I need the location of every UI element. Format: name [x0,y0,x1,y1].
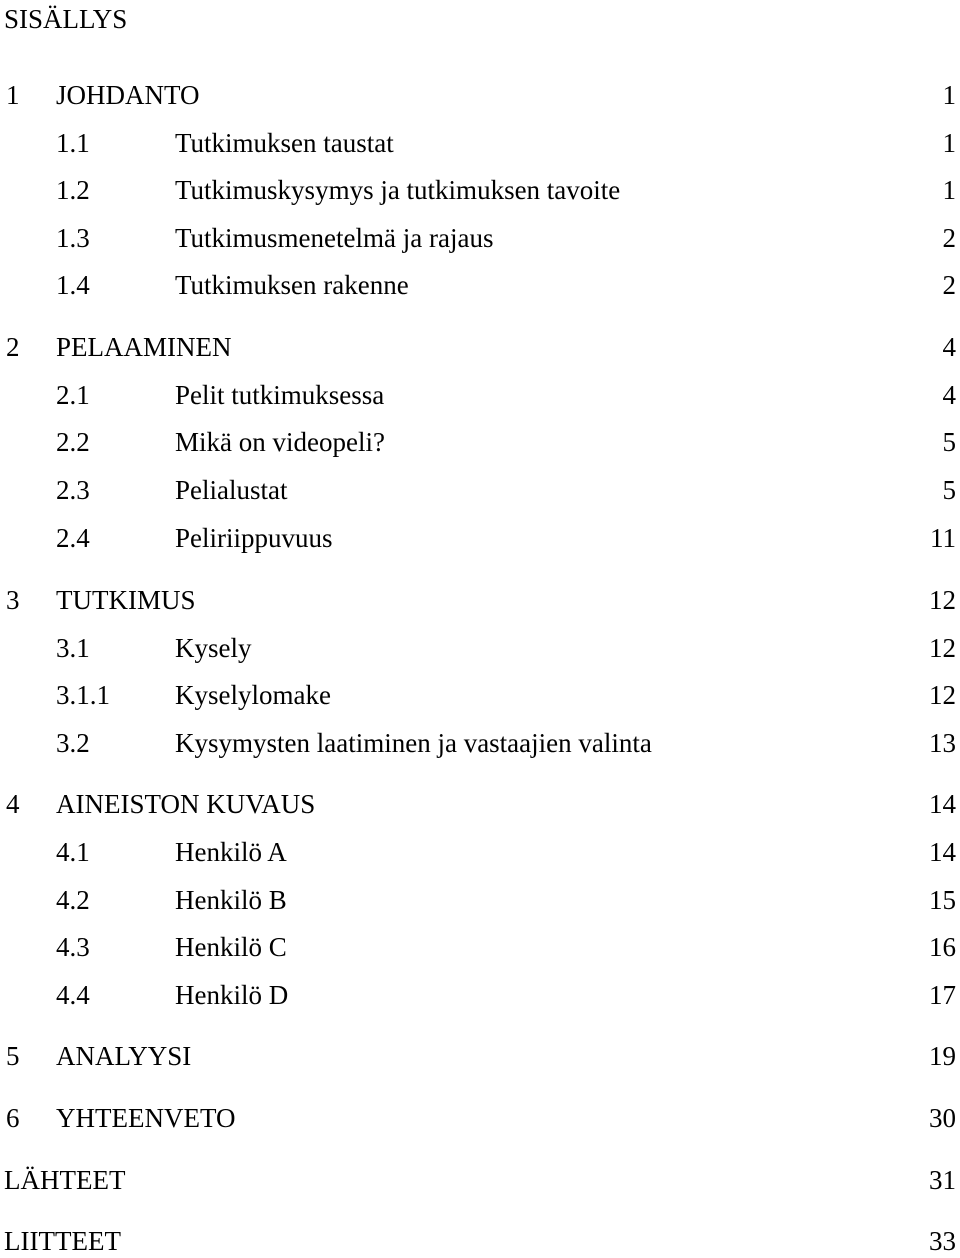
toc-entry-title: Tutkimusmenetelmä ja rajaus [175,223,494,253]
toc-entry-section[interactable] [0,473,960,507]
toc-entry-page: 11 [930,523,956,553]
toc-entry-number: 2 [6,332,20,362]
toc-entry-number: 6 [6,1103,20,1133]
toc-entry-number: 2.2 [56,427,90,457]
toc-entry-page: 33 [929,1226,956,1256]
toc-entry-section[interactable] [0,930,960,964]
toc-entry-page: 19 [929,1041,956,1071]
toc-entry-title: Pelit tutkimuksessa [175,380,385,410]
toc-entry-title: Tutkimuksen rakenne [175,270,409,300]
toc-entry-chapter[interactable] [0,78,960,112]
toc-entry-section[interactable] [0,126,960,160]
toc-entry-section[interactable] [0,883,960,917]
toc-entry-title: Mikä on videopeli? [175,427,385,457]
toc-entry-title: Henkilö D [175,980,289,1010]
toc-entry-number: 2.4 [56,523,90,553]
toc-entry-number: 5 [6,1041,20,1071]
toc-entry-page: 2 [942,270,956,300]
toc-entry-number: 3 [6,585,20,615]
toc-entry-subsection[interactable] [0,678,960,712]
toc-entry-title: YHTEENVETO [56,1103,236,1133]
toc-entry-page: 5 [942,475,956,505]
toc-entry-number: 4.3 [56,932,90,962]
toc-entry-title: ANALYYSI [56,1041,192,1071]
toc-entry-number: 4.1 [56,837,90,867]
toc-entry-number: 1.2 [56,175,90,205]
toc-entry-section[interactable] [0,378,960,412]
toc-entry-page: 2 [942,223,956,253]
toc-entry-number: 2.3 [56,475,90,505]
toc-entry-section[interactable] [0,221,960,255]
toc-entry-title: Henkilö B [175,885,287,915]
toc-entry-title: Tutkimuksen taustat [175,128,394,158]
toc-entry-number: 3.1.1 [56,680,110,710]
toc-entry-page: 1 [942,175,956,205]
toc-entry-chapter[interactable] [0,330,960,364]
toc-entry-section[interactable] [0,268,960,302]
toc-entry-title: PELAAMINEN [56,332,232,362]
toc-entry-page: 1 [942,128,956,158]
toc-entry-title: AINEISTON KUVAUS [56,789,316,819]
toc-entry-chapter[interactable] [0,787,960,821]
toc-entry-section[interactable] [0,425,960,459]
toc-entry-page: 1 [942,80,956,110]
toc-entry-number: 1.1 [56,128,90,158]
toc-entry-number: 4 [6,789,20,819]
toc-entry-number: 4.4 [56,980,90,1010]
toc-entry-chapter[interactable] [0,1101,960,1135]
toc-entry-title: Henkilö C [175,932,287,962]
toc-entry-page: 30 [929,1103,956,1133]
toc-entry-page: 17 [929,980,956,1010]
toc-entry-section[interactable] [0,521,960,555]
toc-entry-page: 14 [929,789,956,819]
toc-entry-title: Pelialustat [175,475,288,505]
toc-entry-number: 3.2 [56,728,90,758]
toc-entry-title: Kysely [175,633,252,663]
toc-entry-number: 4.2 [56,885,90,915]
toc-entry-number: 2.1 [56,380,90,410]
toc-entry-page: 12 [929,585,956,615]
toc-entry-section[interactable] [0,978,960,1012]
toc-entry-number: 1.4 [56,270,90,300]
toc-entry-references[interactable] [0,1163,960,1197]
toc-title: SISÄLLYS [4,4,128,34]
toc-entry-section[interactable] [0,631,960,665]
toc-entry-page: 15 [929,885,956,915]
toc-entry-page: 16 [929,932,956,962]
toc-entry-title: Kysymysten laatiminen ja vastaajien valinta [175,728,652,758]
toc-entry-section[interactable] [0,173,960,207]
toc-entry-number: 3.1 [56,633,90,663]
toc-entry-number: 1 [6,80,20,110]
toc-entry-title: Henkilö A [175,837,287,867]
toc-entry-title: LÄHTEET [4,1165,126,1195]
toc-entry-chapter[interactable] [0,1039,960,1073]
toc-entry-appendices[interactable] [0,1224,960,1258]
toc-entry-page: 12 [929,680,956,710]
toc-entry-page: 4 [942,380,956,410]
toc-entry-page: 14 [929,837,956,867]
toc-entry-title: JOHDANTO [56,80,200,110]
toc-entry-title: Tutkimuskysymys ja tutkimuksen tavoite [175,175,621,205]
toc-entry-title: TUTKIMUS [56,585,196,615]
toc-entry-title: Peliriippuvuus [175,523,333,553]
toc-entry-page: 4 [942,332,956,362]
toc-entry-chapter[interactable] [0,583,960,617]
toc-entry-section[interactable] [0,835,960,869]
toc-entry-section[interactable] [0,726,960,760]
toc-entry-page: 31 [929,1165,956,1195]
toc-entry-page: 5 [942,427,956,457]
toc-entry-page: 12 [929,633,956,663]
toc-entry-title: Kyselylomake [175,680,331,710]
toc-entry-number: 1.3 [56,223,90,253]
toc-entry-page: 13 [929,728,956,758]
toc-entry-title: LIITTEET [4,1226,121,1256]
